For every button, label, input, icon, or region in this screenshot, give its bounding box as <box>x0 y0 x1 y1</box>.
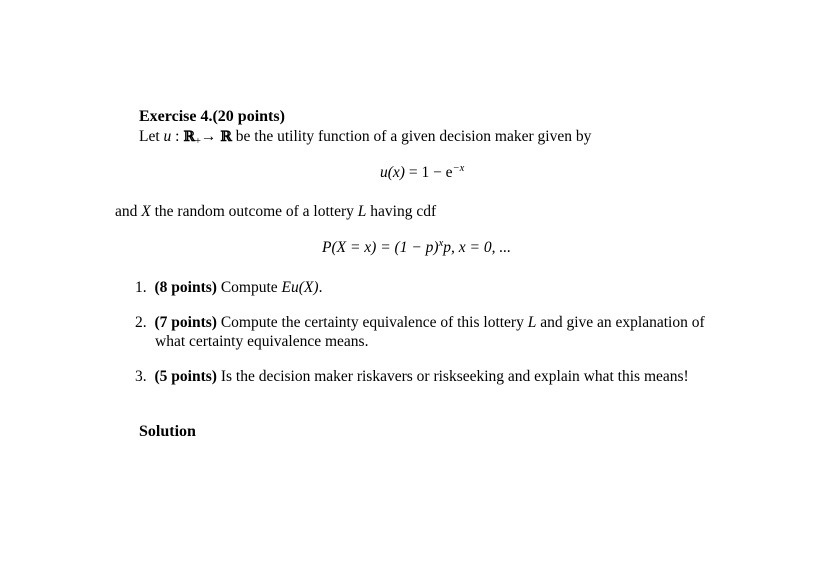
intro-math-arrow: → <box>200 128 217 145</box>
lottery-prefix: and <box>115 203 138 220</box>
solution-heading: Solution <box>139 423 196 440</box>
intro-math-codomain: ℝ <box>220 129 232 145</box>
cdf-exponent: x <box>438 238 444 249</box>
question-end: . <box>318 279 323 296</box>
question-1 <box>135 278 322 298</box>
utility-equation <box>380 163 464 183</box>
question-math: L <box>527 314 537 331</box>
question-text-after: and give an explanation of <box>540 314 705 331</box>
cdf-equation <box>322 238 511 258</box>
intro-math-colon: : <box>171 128 184 145</box>
intro-math-domain: ℝ <box>183 129 195 145</box>
question-2-line-2: what certainty equivalence means. <box>155 333 369 350</box>
utility-exponent: −x <box>452 163 465 174</box>
question-number: 1. <box>135 279 147 296</box>
question-3 <box>135 367 689 387</box>
lottery-line <box>115 202 436 222</box>
intro-math-domain-sub: + <box>194 136 201 147</box>
lottery-suffix: having cdf <box>370 203 437 220</box>
intro-prefix: Let <box>139 128 160 145</box>
cdf-tail: p, x = 0, ... <box>443 239 511 256</box>
intro-suffix: be the utility function of a given decision maker given by <box>235 128 592 145</box>
lottery-var-x: X <box>141 203 151 220</box>
lottery-middle: the random outcome of a lottery <box>154 203 354 220</box>
cdf-main: P(X = x) = (1 − p) <box>322 239 439 256</box>
question-points: (8 points) <box>154 279 217 296</box>
question-points: (7 points) <box>154 314 217 331</box>
exercise-title: Exercise 4.(20 points) <box>139 108 285 125</box>
question-text: Compute <box>220 279 278 296</box>
utility-rhs: = 1 − e <box>404 164 453 181</box>
question-2 <box>135 313 705 333</box>
question-number: 3. <box>135 368 147 385</box>
utility-lhs: u(x) <box>380 164 405 181</box>
question-math: Eu(X) <box>281 279 319 296</box>
question-number: 2. <box>135 314 147 331</box>
question-points: (5 points) <box>154 368 217 385</box>
intro-line <box>139 127 591 147</box>
intro-math-u: u <box>163 128 172 145</box>
question-text: Compute the certainty equivalence of this lottery <box>220 314 524 331</box>
lottery-var-l: L <box>357 203 367 220</box>
question-text: Is the decision maker riskavers or riskseeking and explain what this means! <box>220 368 689 385</box>
